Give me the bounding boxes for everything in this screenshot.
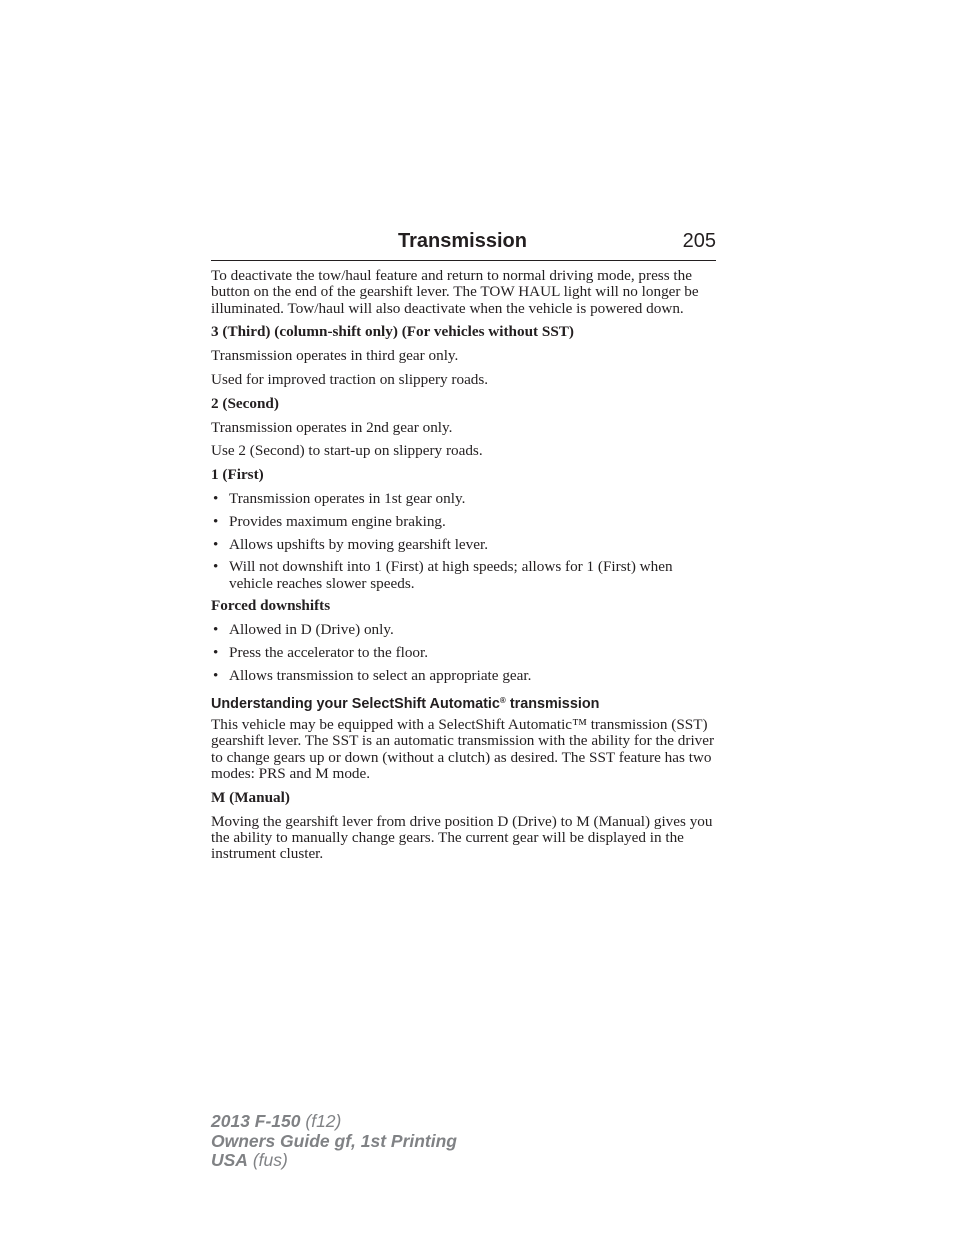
list-item — [211, 537, 716, 553]
list-item — [211, 491, 716, 507]
forced-downshifts-heading: Forced downshifts — [211, 597, 331, 615]
footer-market-code: (fus) — [247, 1150, 288, 1170]
footer-market: USA — [211, 1150, 248, 1170]
footer-model-code: (f12) — [300, 1111, 342, 1131]
list-item — [211, 668, 716, 684]
list-item-text: Transmission operates in 1st gear only. — [229, 489, 466, 507]
list-item-text: Allows upshifts by moving gearshift lever. — [229, 535, 489, 553]
bullet-icon: • — [213, 644, 219, 662]
list-item-text: Provides maximum engine braking. — [229, 512, 446, 530]
list-item — [211, 514, 716, 530]
third-gear-heading: 3 (Third) (column-shift only) (For vehicles without SST) — [211, 323, 574, 341]
sst-heading-suffix: transmission — [505, 696, 600, 713]
manual-mode-paragraph: Moving the gearshift lever from drive position D (Drive) to M (Manual) gives you the ability to manually change gears. The current gear will be displayed in the instrument cluster. — [211, 812, 713, 863]
sst-paragraph: This vehicle may be equipped with a SelectShift Automatic™ transmission (SST) gearshift lever. The SST is an automatic transmission with the ability for the driver to change gears up or down (without a clutch) as desired. The SST feature has two modes: PRS and M mode. — [211, 716, 715, 783]
second-gear-text-2: Use 2 (Second) to start-up on slippery roads. — [211, 442, 483, 460]
sst-heading-text: Understanding your SelectShift Automatic — [211, 696, 500, 713]
third-gear-text-2: Used for improved traction on slippery roads. — [211, 370, 489, 388]
list-item-text: Allows transmission to select an appropriate gear. — [229, 666, 532, 684]
page-footer — [211, 1112, 457, 1171]
list-item-text: Allowed in D (Drive) only. — [229, 621, 394, 639]
list-item-text: Press the accelerator to the floor. — [229, 644, 429, 662]
bullet-icon: • — [213, 666, 219, 684]
intro-paragraph: To deactivate the tow/haul feature and return to normal driving mode, press the button on the end of the gearshift lever. The TOW HAUL light will no longer be illuminated. Tow/haul will also deactivate when the vehicle is powered down. — [211, 267, 699, 317]
list-item-text: Will not downshift into 1 (First) at high speeds; allows for 1 (First) when vehicle reaches slower speeds. — [229, 558, 673, 592]
bullet-icon: • — [213, 512, 219, 530]
page-header — [211, 228, 716, 261]
list-item — [211, 645, 716, 661]
third-gear-text-1: Transmission operates in third gear only. — [211, 347, 459, 365]
bullet-icon: • — [213, 621, 219, 639]
footer-line-3 — [211, 1151, 457, 1171]
manual-mode-heading: M (Manual) — [211, 788, 290, 806]
second-gear-text-1: Transmission operates in 2nd gear only. — [211, 418, 453, 436]
section-title: Transmission — [398, 230, 527, 252]
forced-downshifts-list — [211, 622, 716, 684]
registered-mark: ® — [499, 696, 506, 706]
footer-model: 2013 F-150 — [211, 1111, 301, 1131]
first-gear-list — [211, 491, 716, 592]
footer-line-2: Owners Guide gf, 1st Printing — [211, 1130, 457, 1151]
list-item — [211, 559, 716, 592]
list-item — [211, 622, 716, 638]
sst-heading — [211, 696, 716, 713]
footer-line-1 — [211, 1112, 457, 1132]
second-gear-heading: 2 (Second) — [211, 394, 279, 412]
bullet-icon: • — [213, 489, 219, 507]
bullet-icon: • — [213, 558, 219, 576]
first-gear-heading: 1 (First) — [211, 466, 264, 484]
page-content — [211, 268, 716, 870]
page-number: 205 — [682, 230, 716, 252]
bullet-icon: • — [213, 535, 219, 553]
